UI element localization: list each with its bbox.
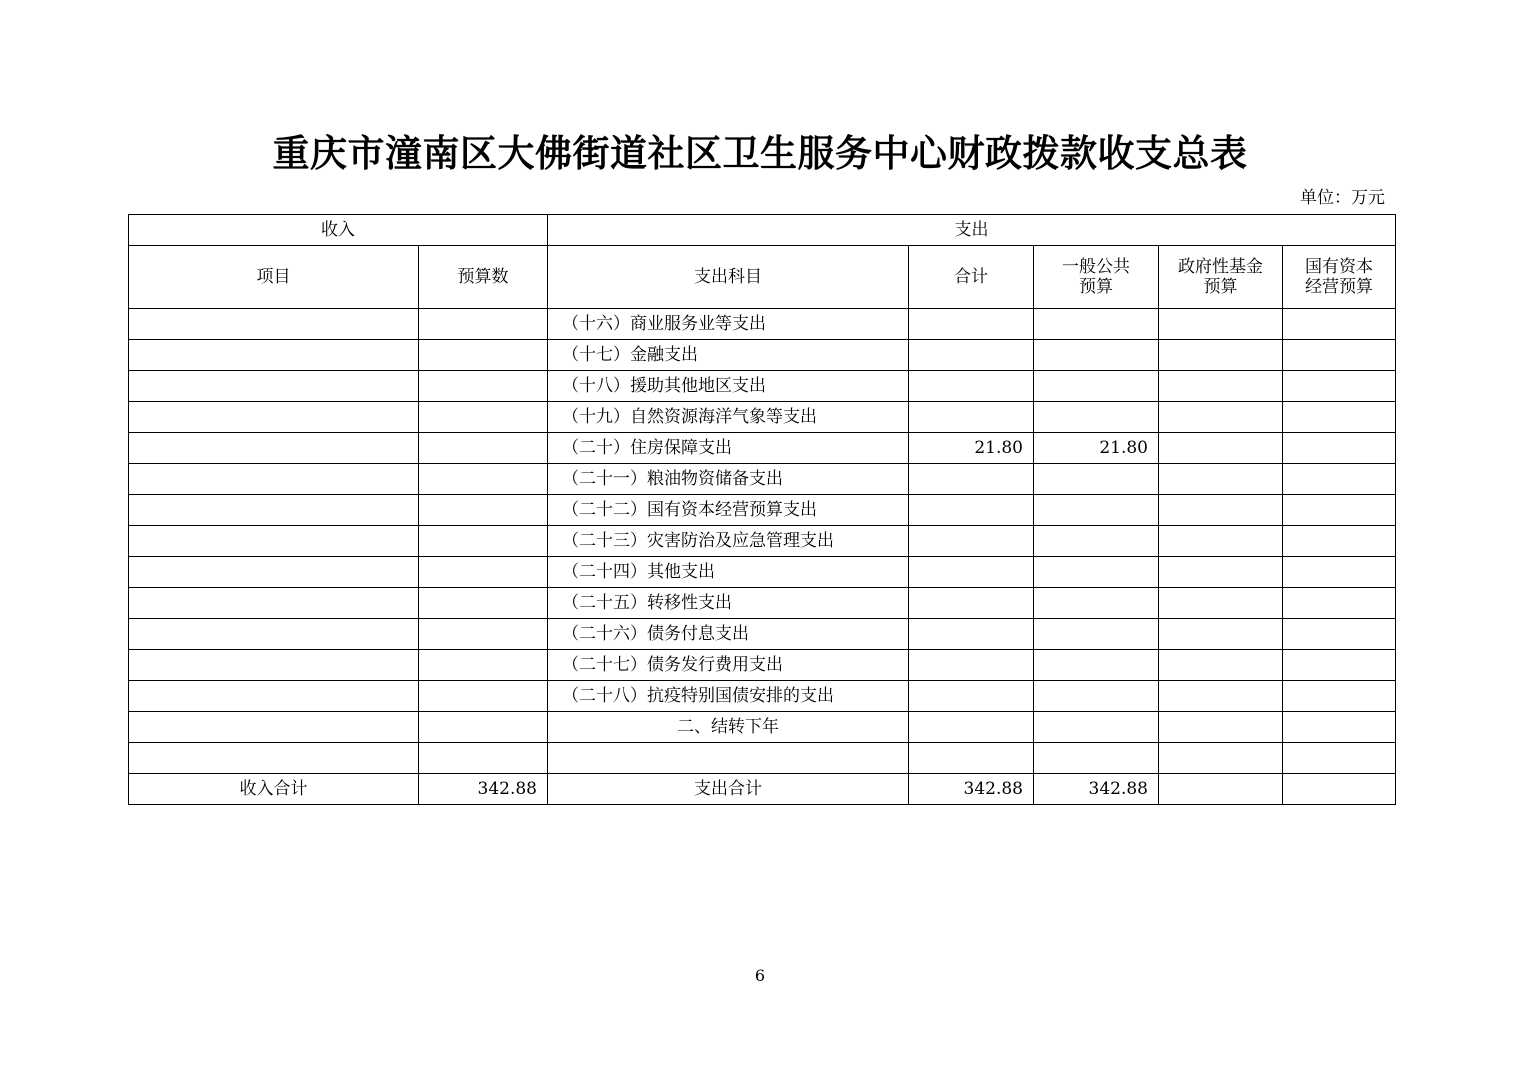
state-capital-cell (1283, 588, 1396, 619)
total-cell (909, 371, 1034, 402)
header-budget: 预算数 (419, 246, 548, 309)
gov-fund-cell (1159, 526, 1283, 557)
header-item: 项目 (129, 246, 419, 309)
gov-fund-cell (1159, 433, 1283, 464)
expense-subject-cell: （二十三）灾害防治及应急管理支出 (548, 526, 909, 557)
total-cell (909, 743, 1034, 774)
table-row (129, 588, 1396, 619)
table-row (129, 774, 1396, 805)
income-item-cell (129, 340, 419, 371)
expense-subject-cell: （十六）商业服务业等支出 (548, 309, 909, 340)
total-cell (909, 557, 1034, 588)
income-budget-cell (419, 371, 548, 402)
header-gov-fund-budget (1159, 246, 1283, 309)
table-row (129, 650, 1396, 681)
gov-fund-cell (1159, 743, 1283, 774)
total-cell (909, 309, 1034, 340)
general-budget-cell (1034, 557, 1159, 588)
table-row (129, 371, 1396, 402)
document-title: 重庆市潼南区大佛街道社区卫生服务中心财政拨款收支总表 (272, 132, 1248, 175)
table-row (129, 495, 1396, 526)
income-item-cell (129, 619, 419, 650)
gov-fund-cell (1159, 309, 1283, 340)
table-row (129, 743, 1396, 774)
expense-subject-cell: （十九）自然资源海洋气象等支出 (548, 402, 909, 433)
total-cell (909, 340, 1034, 371)
unit-label: 单位：万元 (1300, 188, 1385, 208)
general-budget-cell (1034, 681, 1159, 712)
income-item-cell (129, 712, 419, 743)
expense-subject-cell: （十七）金融支出 (548, 340, 909, 371)
state-capital-cell (1283, 712, 1396, 743)
expense-subject-cell: （二十八）抗疫特别国债安排的支出 (548, 681, 909, 712)
total-cell (909, 526, 1034, 557)
expense-section-header: 支出 (548, 215, 1396, 246)
income-section-header: 收入 (129, 215, 548, 246)
total-cell: 342.88 (909, 774, 1034, 805)
general-budget-cell (1034, 371, 1159, 402)
general-budget-cell (1034, 588, 1159, 619)
expense-subject-cell: （二十四）其他支出 (548, 557, 909, 588)
income-budget-cell (419, 619, 548, 650)
state-capital-cell (1283, 402, 1396, 433)
general-budget-cell (1034, 712, 1159, 743)
general-budget-cell (1034, 650, 1159, 681)
header-gov-fund-line1: 政府性基金 (1178, 257, 1263, 277)
expense-subject-cell: （二十）住房保障支出 (548, 433, 909, 464)
income-budget-cell (419, 743, 548, 774)
gov-fund-cell (1159, 588, 1283, 619)
expense-subject-cell: （二十二）国有资本经营预算支出 (548, 495, 909, 526)
table-row (129, 402, 1396, 433)
expense-subject-cell: 二、结转下年 (548, 712, 909, 743)
expense-subject-cell: （二十一）粮油物资储备支出 (548, 464, 909, 495)
income-budget-cell (419, 650, 548, 681)
total-cell (909, 650, 1034, 681)
income-item-cell (129, 681, 419, 712)
income-item-cell (129, 371, 419, 402)
state-capital-cell (1283, 433, 1396, 464)
gov-fund-cell (1159, 464, 1283, 495)
income-item-cell (129, 309, 419, 340)
income-item-cell (129, 433, 419, 464)
state-capital-cell (1283, 340, 1396, 371)
header-expense-subject: 支出科目 (548, 246, 909, 309)
gov-fund-cell (1159, 557, 1283, 588)
income-budget-cell (419, 495, 548, 526)
table-row (129, 433, 1396, 464)
gov-fund-cell (1159, 371, 1283, 402)
income-budget-cell (419, 712, 548, 743)
gov-fund-cell (1159, 681, 1283, 712)
table-row (129, 681, 1396, 712)
income-item-cell (129, 650, 419, 681)
general-budget-cell (1034, 495, 1159, 526)
header-general-budget (1034, 246, 1159, 309)
income-budget-cell (419, 681, 548, 712)
income-item-cell: 收入合计 (129, 774, 419, 805)
section-header-row (129, 215, 1396, 246)
total-cell (909, 464, 1034, 495)
header-state-capital-line1: 国有资本 (1305, 257, 1374, 277)
expense-subject-cell: （十八）援助其他地区支出 (548, 371, 909, 402)
general-budget-cell (1034, 402, 1159, 433)
income-budget-cell (419, 557, 548, 588)
column-header-row (129, 246, 1396, 309)
table-row (129, 309, 1396, 340)
income-item-cell (129, 557, 419, 588)
gov-fund-cell (1159, 495, 1283, 526)
expense-subject-cell: 支出合计 (548, 774, 909, 805)
income-item-cell (129, 743, 419, 774)
header-state-capital-line2: 经营预算 (1305, 277, 1374, 297)
total-cell (909, 402, 1034, 433)
income-budget-cell (419, 340, 548, 371)
general-budget-cell (1034, 526, 1159, 557)
table-row (129, 619, 1396, 650)
table-row (129, 340, 1396, 371)
total-cell (909, 619, 1034, 650)
state-capital-cell (1283, 681, 1396, 712)
income-budget-cell (419, 588, 548, 619)
general-budget-cell (1034, 340, 1159, 371)
general-budget-cell: 342.88 (1034, 774, 1159, 805)
state-capital-cell (1283, 650, 1396, 681)
gov-fund-cell (1159, 340, 1283, 371)
gov-fund-cell (1159, 650, 1283, 681)
state-capital-cell (1283, 557, 1396, 588)
header-total: 合计 (909, 246, 1034, 309)
total-cell: 21.80 (909, 433, 1034, 464)
state-capital-cell (1283, 309, 1396, 340)
general-budget-cell (1034, 309, 1159, 340)
income-budget-cell (419, 464, 548, 495)
state-capital-cell (1283, 619, 1396, 650)
income-budget-cell (419, 433, 548, 464)
state-capital-cell (1283, 526, 1396, 557)
general-budget-cell: 21.80 (1034, 433, 1159, 464)
total-cell (909, 712, 1034, 743)
income-budget-cell (419, 309, 548, 340)
page-number: 6 (754, 966, 766, 985)
header-gov-fund-line2: 预算 (1203, 277, 1238, 297)
income-item-cell (129, 402, 419, 433)
table-row (129, 557, 1396, 588)
income-item-cell (129, 588, 419, 619)
general-budget-cell (1034, 619, 1159, 650)
gov-fund-cell (1159, 774, 1283, 805)
table-row (129, 712, 1396, 743)
gov-fund-cell (1159, 402, 1283, 433)
expense-subject-cell: （二十七）债务发行费用支出 (548, 650, 909, 681)
header-general-budget-line1: 一般公共 (1062, 257, 1130, 277)
income-budget-cell (419, 402, 548, 433)
header-state-capital-budget (1283, 246, 1396, 309)
total-cell (909, 681, 1034, 712)
expense-subject-cell: （二十六）债务付息支出 (548, 619, 909, 650)
general-budget-cell (1034, 464, 1159, 495)
header-general-budget-line2: 预算 (1079, 277, 1113, 297)
table-row (129, 464, 1396, 495)
general-budget-cell (1034, 743, 1159, 774)
state-capital-cell (1283, 743, 1396, 774)
table-row (129, 526, 1396, 557)
gov-fund-cell (1159, 619, 1283, 650)
state-capital-cell (1283, 495, 1396, 526)
gov-fund-cell (1159, 712, 1283, 743)
total-cell (909, 588, 1034, 619)
income-item-cell (129, 526, 419, 557)
state-capital-cell (1283, 371, 1396, 402)
income-item-cell (129, 464, 419, 495)
total-cell (909, 495, 1034, 526)
budget-table (128, 214, 1396, 805)
income-item-cell (129, 495, 419, 526)
income-budget-cell: 342.88 (419, 774, 548, 805)
state-capital-cell (1283, 774, 1396, 805)
expense-subject-cell: （二十五）转移性支出 (548, 588, 909, 619)
expense-subject-cell (548, 743, 909, 774)
state-capital-cell (1283, 464, 1396, 495)
income-budget-cell (419, 526, 548, 557)
